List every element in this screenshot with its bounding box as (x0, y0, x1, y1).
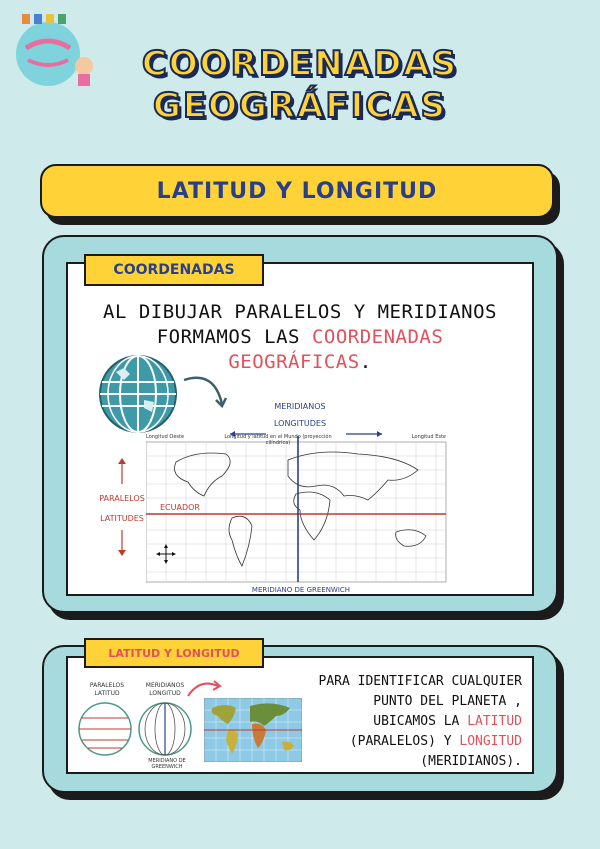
s2-line4-red: LONGITUD (459, 734, 522, 749)
meridianos-label: MERIDIANOS (274, 402, 326, 411)
coordenadas-tag (84, 254, 264, 286)
s2-line3-a: UBICAMOS LA (373, 714, 468, 729)
ecuador-label: ECUADOR (160, 503, 200, 512)
longitud-oeste-label: Longitud Oeste (146, 434, 185, 440)
latitudes-label: LATITUDES (100, 514, 144, 523)
s2-line2: PUNTO DEL PLANETA , (373, 694, 522, 709)
down-arrow-icon (116, 528, 128, 558)
curved-arrow-icon (180, 370, 230, 410)
longitude-globe-icon (136, 700, 194, 758)
section-banner (40, 164, 554, 218)
s2-line3-red: LATITUD (467, 714, 522, 729)
latitud-longitud-tag-label: LATITUD Y LONGITUD (108, 646, 240, 660)
globe-icon (96, 352, 180, 436)
s2-line3 (276, 712, 522, 732)
latitude-globe-icon (76, 700, 134, 758)
text-line2 (82, 325, 518, 350)
latitud-longitud-text (276, 672, 522, 772)
globe2-caption: MERIDIANO DE GREENWICH (148, 758, 186, 770)
text-line2-a: FORMAMOS LAS (156, 326, 312, 348)
coordenadas-tag-label: COORDENADAS (113, 262, 235, 278)
s2-line5: (MERIDIANOS). (420, 754, 522, 769)
latitud-longitud-tag (84, 638, 264, 668)
s2-line4 (276, 732, 522, 752)
page-title-line2: GEOGRÁFICAS (152, 86, 448, 126)
text-line3-red: GEOGRÁFICAS (228, 351, 360, 373)
text-line2-red: COORDENADAS (311, 326, 444, 348)
globe2-label-b: LONGITUD (149, 690, 181, 697)
text-line1: AL DIBUJAR PARALELOS Y MERIDIANOS (103, 301, 497, 323)
s2-line4-a: (PARALELOS) Y (349, 734, 460, 749)
globe1-label-b: LATITUD (94, 690, 120, 697)
longitudes-label: LONGITUDES (273, 419, 327, 428)
greenwich-label: MERIDIANO DE GREENWICH (251, 586, 351, 594)
page-title-line1: COORDENADAS (141, 44, 459, 84)
s2-line1: PARA IDENTIFICAR CUALQUIER (318, 674, 522, 689)
banner-label: LATITUD Y LONGITUD (156, 178, 438, 204)
globe1-label-a: PARALELOS (89, 682, 125, 689)
text-line3-end: . (359, 351, 372, 373)
longitud-este-label: Longitud Este (411, 434, 446, 440)
globe2-label-a: MERIDIANOS (145, 682, 185, 689)
paralelos-label: PARALELOS (99, 494, 145, 503)
map-caption: Longitud y latitud en el Mundo (proyección cilíndrica) (224, 434, 332, 446)
up-arrow-icon (116, 456, 128, 486)
